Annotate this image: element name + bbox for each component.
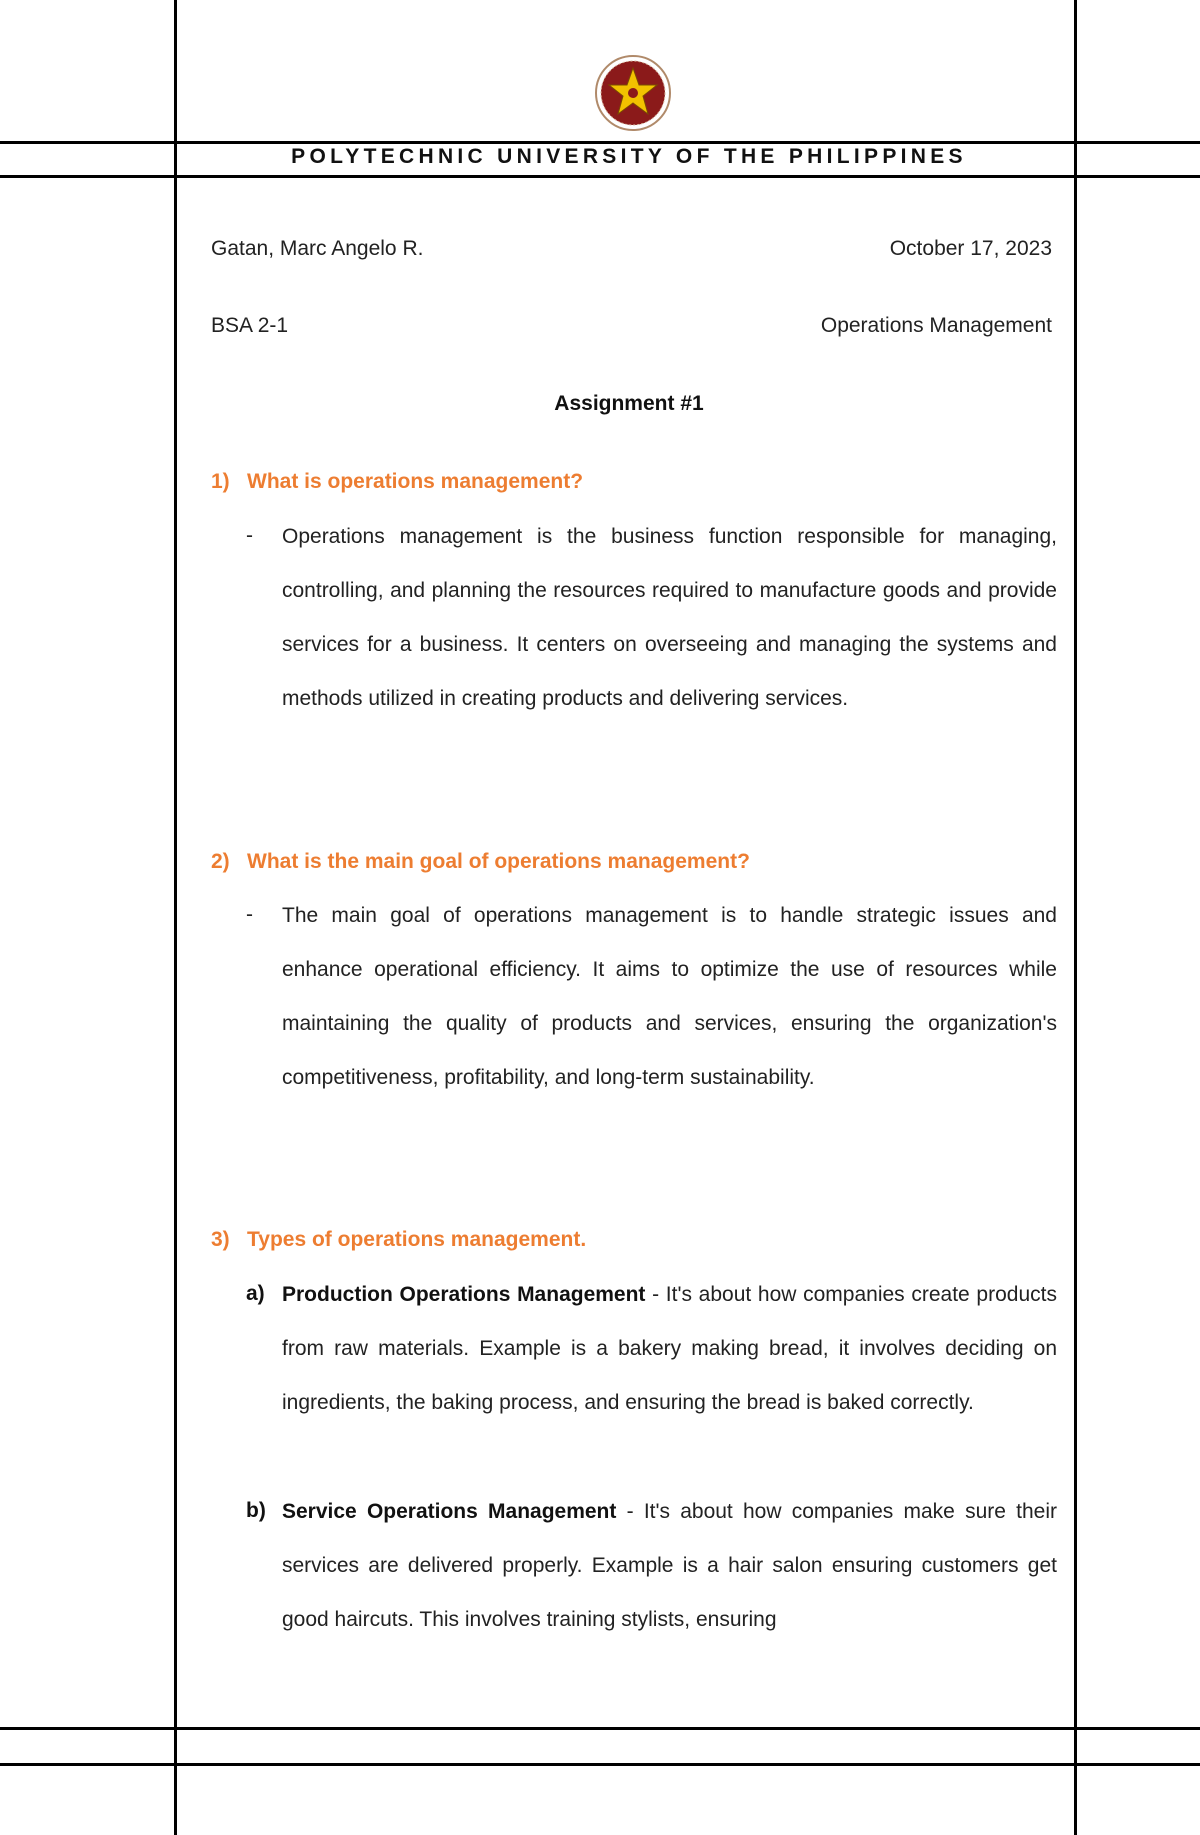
footer-top-line (0, 1727, 1200, 1730)
question-text: What is the main goal of operations management? (247, 850, 750, 873)
bullet-dash: - (246, 903, 253, 926)
frame-right-line (1074, 0, 1077, 1835)
type-description: - It's about how companies make sure their services are delivered properly. Example is a hair salon ensuring customers get good haircuts. This involves training stylists, ensuring (282, 1500, 1057, 1631)
type-description: - It's about how companies create products from raw materials. Example is a bakery making bread, it involves deciding on ingredients, the baking process, and ensuring the bread is baked correctly. (282, 1283, 1057, 1414)
university-name: POLYTECHNIC UNIVERSITY OF THE PHILIPPINES (291, 145, 967, 168)
type-term: Service Operations Management (282, 1500, 617, 1523)
submission-date: October 17, 2023 (889, 237, 1052, 260)
pup-seal-icon (594, 54, 672, 132)
answer-paragraph: The main goal of operations management is to handle strategic issues and enhance operational efficiency. It aims to optimize the use of resources while maintaining the quality of products and services, ensuring the organization's competitiveness, profitability, and long-term sustainability. (282, 904, 1057, 1089)
question-heading (211, 1228, 586, 1252)
student-name: Gatan, Marc Angelo R. (211, 237, 424, 260)
question-number: 3) (211, 1228, 230, 1251)
question-number: 1) (211, 470, 230, 493)
student-section: BSA 2-1 (211, 314, 289, 337)
question-heading (211, 850, 750, 874)
type-term: Production Operations Management (282, 1283, 646, 1306)
footer-bottom-line (0, 1763, 1200, 1766)
question-number: 2) (211, 850, 230, 873)
question-text: Types of operations management. (247, 1228, 587, 1251)
header-bottom-line (0, 175, 1200, 178)
question-heading (211, 470, 583, 494)
type-paragraph (282, 1485, 1057, 1647)
question-text: What is operations management? (247, 470, 584, 493)
answer-paragraph: Operations management is the business function responsible for managing, controlling, and planning the resources required to manufacture goods and provide services for a business. It centers on overseeing and managing the systems and methods utilized in creating products and delivering services. (282, 525, 1057, 710)
type-paragraph (282, 1268, 1057, 1430)
list-marker: b) (246, 1499, 266, 1522)
assignment-title: Assignment #1 (554, 392, 704, 415)
frame-left-line (174, 0, 177, 1835)
list-marker: a) (246, 1282, 265, 1305)
subject-name: Operations Management (820, 314, 1052, 337)
bullet-dash: - (246, 524, 253, 547)
header-top-line (0, 141, 1200, 144)
